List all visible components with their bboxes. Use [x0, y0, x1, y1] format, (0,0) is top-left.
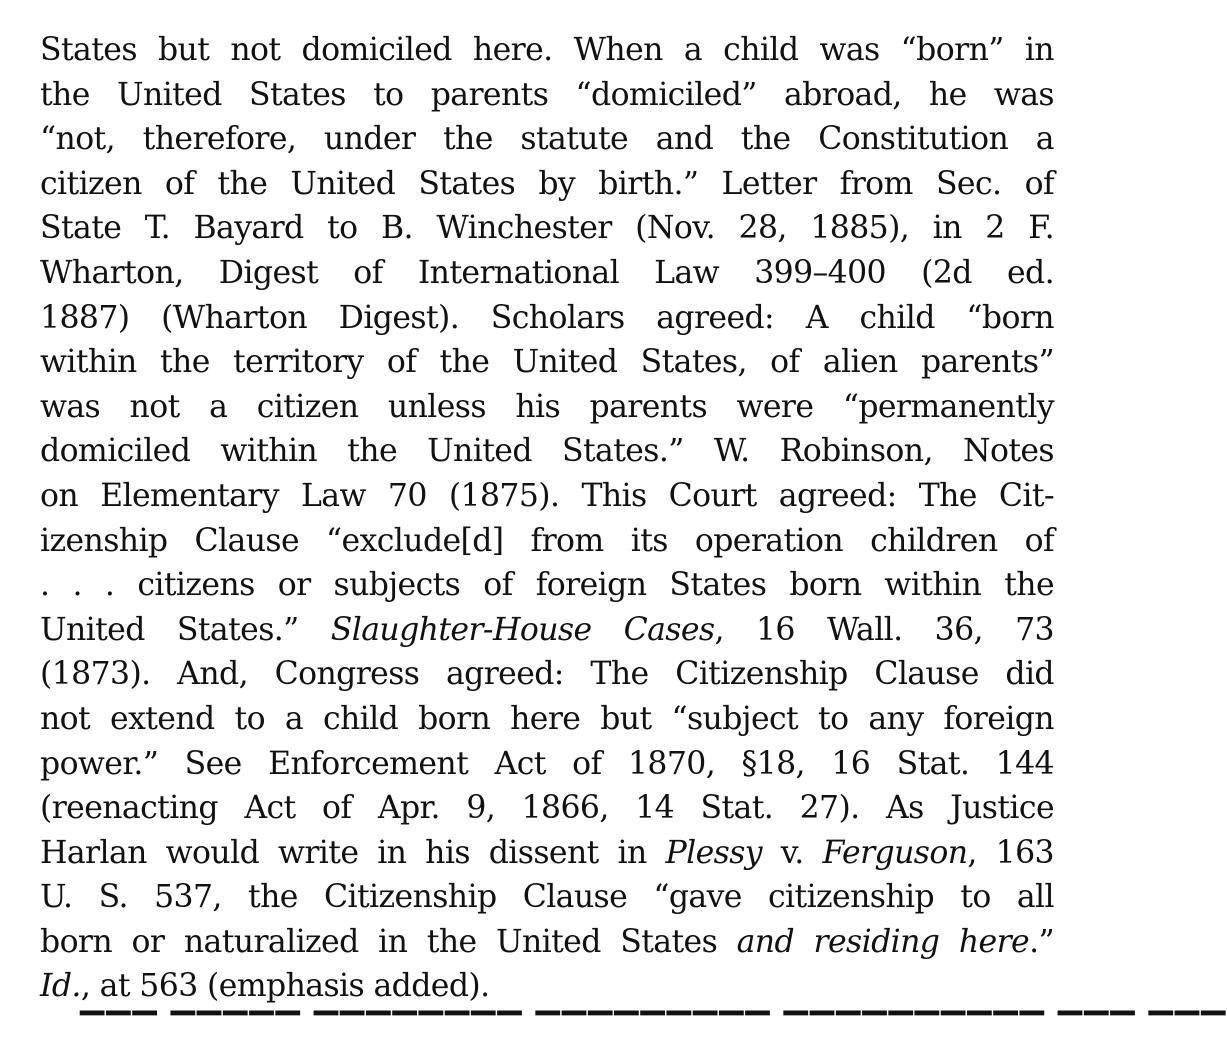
text-line — [40, 429, 1054, 474]
text-segment: on Elementary Law 70 (1875). This Court agreed: The Cit- — [40, 477, 1054, 514]
text-line — [40, 875, 1054, 920]
text-line — [40, 608, 1054, 653]
text-segment: izenship Clause “exclude[d] from its operation children of — [40, 522, 1054, 559]
text-segment: 1887) (Wharton Digest). Scholars agreed: A child “born — [40, 299, 1054, 336]
text-segment: “not, therefore, under the statute and the Constitution a — [40, 121, 1054, 158]
text-segment: was not a citizen unless his parents were “permanently — [40, 388, 1054, 425]
text-line — [40, 652, 1054, 697]
text-segment: the United States to parents “domiciled” abroad, he was — [40, 76, 1054, 113]
text-segment: United States.” — [40, 611, 331, 648]
text-segment: .” — [1029, 923, 1054, 960]
text-segment: (reenacting Act of Apr. 9, 1866, 14 Stat. 27). As Justice — [40, 790, 1054, 827]
text-line — [40, 920, 1054, 965]
text-line — [40, 385, 1054, 430]
text-segment: Harlan would write in his dissent in — [40, 834, 666, 871]
italic-citation: Id. — [40, 968, 81, 1005]
text-segment: power.” See Enforcement Act of 1870, §18, 16 Stat. 144 — [40, 745, 1054, 782]
text-segment: v. — [761, 834, 823, 871]
text-line — [40, 742, 1054, 787]
text-segment: citizen of the United States by birth.” Letter from Sec. of — [40, 165, 1054, 202]
text-line — [40, 340, 1054, 385]
text-line — [40, 697, 1054, 742]
italic-citation: and residing here — [736, 923, 1030, 960]
text-line — [40, 519, 1054, 564]
text-line — [40, 474, 1054, 519]
text-line — [40, 251, 1054, 296]
text-segment: , at 563 (emphasis added). — [80, 968, 490, 1005]
text-line — [40, 831, 1054, 876]
text-line — [40, 73, 1054, 118]
text-segment: State T. Bayard to B. Winchester (Nov. 28, 1885), in 2 F. — [40, 210, 1054, 247]
text-segment: domiciled within the United States.” W. Robinson, Notes — [40, 433, 1054, 470]
text-segment: , 163 — [967, 834, 1054, 871]
document-page — [40, 28, 1054, 1009]
italic-citation: Slaughter-House Cases — [330, 611, 715, 648]
text-line — [40, 563, 1054, 608]
text-segment: States but not domiciled here. When a child was “born” in — [40, 32, 1054, 68]
text-line — [40, 964, 1054, 1009]
text-segment: within the territory of the United States, of alien parents” — [40, 344, 1054, 381]
italic-citation: Ferguson — [822, 834, 968, 871]
italic-citation: Plessy — [665, 834, 762, 871]
text-line — [40, 786, 1054, 831]
text-segment: U. S. 537, the Citizenship Clause “gave citizenship to all — [40, 879, 1054, 916]
cutoff-glyph-row: ▔▔▔ ▔▔▔▔▔ ▔▔▔▔▔▔▔▔ ▔▔▔▔▔▔▔▔▔ ▔▔▔▔▔▔▔▔▔▔ ▔▔▔ ▔▔▔ — [80, 1012, 1227, 1048]
text-line — [40, 28, 1054, 73]
text-segment: born or naturalized in the United States — [40, 923, 737, 960]
text-line — [40, 162, 1054, 207]
text-segment: , 16 Wall. 36, 73 — [714, 611, 1054, 648]
text-segment: (1873). And, Congress agreed: The Citizenship Clause did — [40, 656, 1054, 693]
text-line — [40, 206, 1054, 251]
text-segment: not extend to a child born here but “subject to any foreign — [40, 700, 1054, 737]
text-line — [40, 296, 1054, 341]
next-paragraph-cutoff — [0, 1008, 1227, 1048]
text-segment: . . . citizens or subjects of foreign States born within the — [40, 567, 1054, 604]
body-paragraph — [40, 28, 1054, 1009]
text-line — [40, 117, 1054, 162]
text-segment: Wharton, Digest of International Law 399–400 (2d ed. — [40, 254, 1054, 291]
